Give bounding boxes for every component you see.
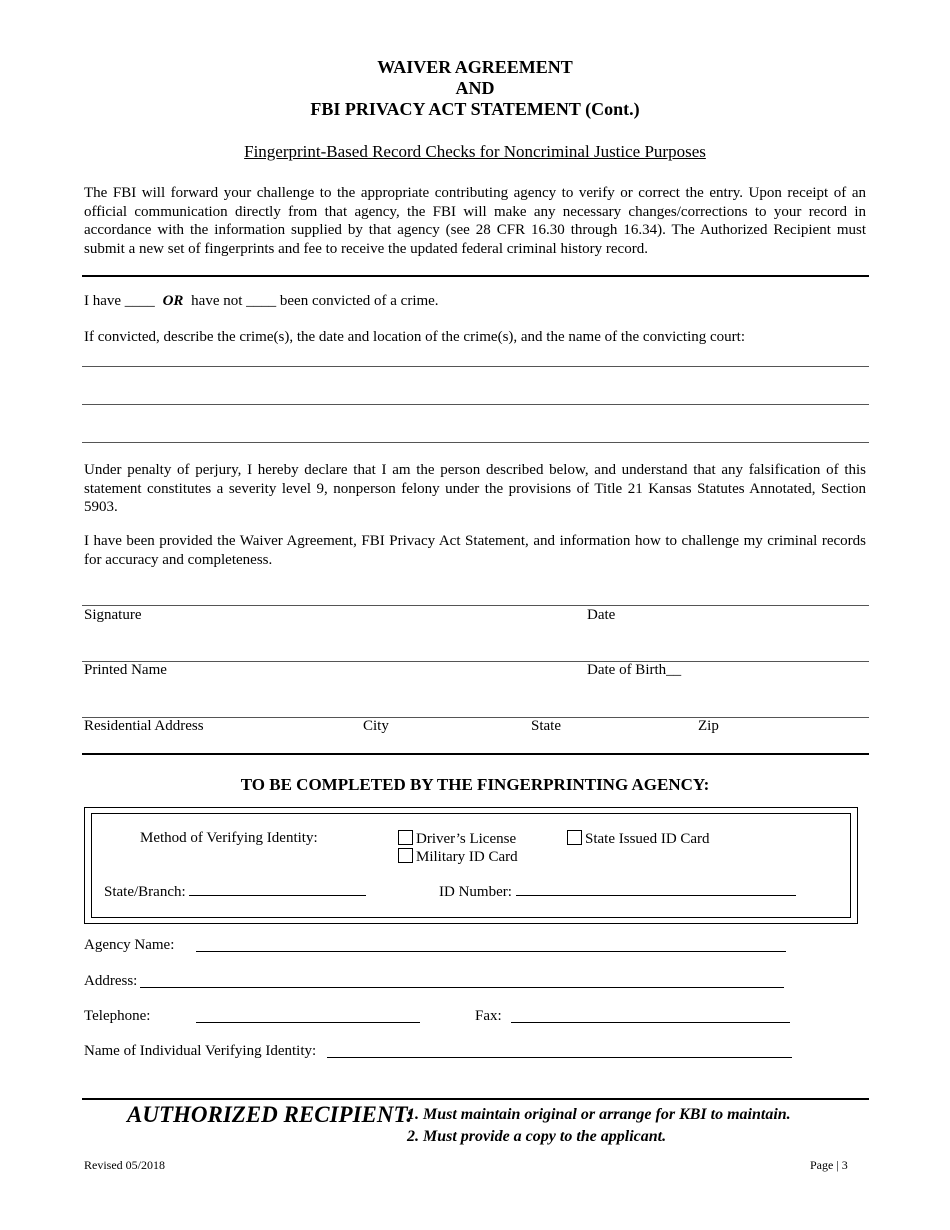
page-number: Page | 3	[810, 1158, 848, 1172]
section-divider-3	[82, 1098, 869, 1100]
printed-name-label: Printed Name	[84, 662, 167, 678]
telephone-label: Telephone:	[84, 1008, 151, 1024]
conviction-prefix: I have ____	[84, 293, 159, 309]
authorized-recipient-item-2: 2. Must provide a copy to the applicant.	[407, 1128, 667, 1145]
verifier-label: Name of Individual Verifying Identity:	[84, 1043, 317, 1059]
subtitle: Fingerprint-Based Record Checks for Noncriminal Justice Purposes	[244, 142, 706, 161]
state-branch-field[interactable]	[104, 884, 366, 901]
residential-address-label: Residential Address	[84, 718, 204, 734]
date-label: Date	[587, 607, 616, 623]
id-number-field[interactable]	[439, 884, 796, 901]
state-id-option[interactable]	[567, 830, 710, 848]
fax-blank[interactable]	[511, 1022, 790, 1023]
conviction-line-2[interactable]	[82, 404, 869, 405]
method-label: Method of Verifying Identity:	[140, 830, 318, 846]
military-id-label: Military ID Card	[416, 849, 518, 865]
agency-name-blank[interactable]	[196, 951, 786, 952]
zip-label: Zip	[698, 718, 719, 734]
state-id-label: State Issued ID Card	[585, 831, 710, 847]
drivers-license-checkbox[interactable]	[398, 830, 413, 845]
agency-address-blank[interactable]	[140, 987, 784, 988]
conviction-statement	[84, 293, 439, 310]
agency-name-label: Agency Name:	[84, 937, 175, 953]
authorized-recipient-heading: AUTHORIZED RECIPIENT:	[127, 1102, 414, 1127]
state-id-checkbox[interactable]	[567, 830, 582, 845]
military-id-option[interactable]	[398, 848, 518, 866]
military-id-checkbox[interactable]	[398, 848, 413, 863]
conviction-line-3[interactable]	[82, 442, 869, 443]
title-line-3: FBI PRIVACY ACT STATEMENT (Cont.)	[310, 99, 640, 119]
describe-prompt: If convicted, describe the crime(s), the date and location of the crime(s), and the name of the convicting court:	[84, 329, 745, 345]
conviction-line-1[interactable]	[82, 366, 869, 367]
printed-name-line[interactable]	[82, 661, 869, 662]
intro-paragraph: The FBI will forward your challenge to the appropriate contributing agency to verify or correct the entry. Upon receipt of an official communication directly from that agency, the FBI will make any necessary changes/corrections to your record in accordance with the information supplied by that agency (see 28 CFR 16.30 through 16.34). The Authorized Recipient must submit a new set of fingerprints and fee to receive the updated federal criminal history record.	[84, 185, 866, 257]
authorized-recipient-item-1: 1. Must maintain original or arrange for KBI to maintain.	[407, 1106, 791, 1123]
declaration-paragraph: Under penalty of perjury, I hereby declare that I am the person described below, and understand that any falsification of this statement constitutes a severity level 9, nonperson felony under the provisions of Title 21 Kansas Statutes Annotated, Section 5903.	[84, 462, 866, 515]
city-label: City	[363, 718, 389, 734]
state-label: State	[531, 718, 561, 734]
revised-date: Revised 05/2018	[84, 1158, 165, 1172]
state-branch-blank[interactable]	[189, 895, 366, 896]
conviction-or: OR	[162, 293, 184, 309]
state-branch-label: State/Branch:	[104, 884, 190, 900]
agency-address-label: Address:	[84, 973, 138, 989]
id-number-label: ID Number:	[439, 884, 516, 900]
signature-label: Signature	[84, 607, 142, 623]
section-divider	[82, 275, 869, 277]
fax-label: Fax:	[475, 1008, 502, 1024]
telephone-blank[interactable]	[196, 1022, 420, 1023]
conviction-suffix: have not ____ been convicted of a crime.	[187, 293, 439, 309]
drivers-license-option[interactable]	[398, 830, 516, 848]
agency-heading: TO BE COMPLETED BY THE FINGERPRINTING AGENCY:	[240, 775, 710, 794]
title-line-1: WAIVER AGREEMENT	[377, 57, 573, 77]
date-of-birth-label: Date of Birth__	[587, 662, 682, 678]
title-line-2: AND	[455, 78, 495, 98]
drivers-license-label: Driver’s License	[416, 831, 517, 847]
section-divider-2	[82, 753, 869, 755]
id-number-blank[interactable]	[516, 895, 796, 896]
verifier-blank[interactable]	[327, 1057, 792, 1058]
provided-paragraph: I have been provided the Waiver Agreement, FBI Privacy Act Statement, and information how to challenge my criminal records for accuracy and completeness.	[84, 533, 866, 568]
signature-line[interactable]	[82, 605, 869, 606]
